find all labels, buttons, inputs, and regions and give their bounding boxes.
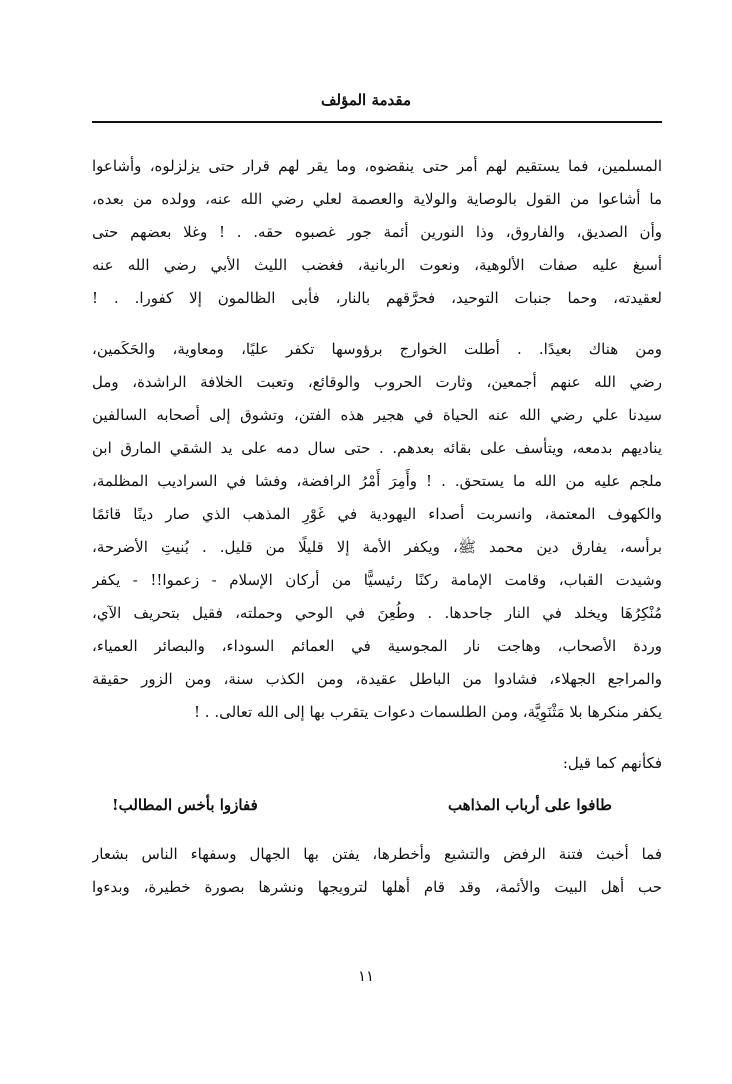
text-line: رضي الله عنهم أجمعين، وثارت الحروب والوقائع، وتعبت الخلافة الراشدة، ومل — [92, 373, 662, 391]
text-line: والكهوف المعتمة، وانسربت أصداء اليهودية في غَوْرِ المذهب الذي صار دينًا قائمًا — [92, 505, 662, 523]
paragraph-2 — [92, 333, 662, 729]
text-line: ومن هناك بعيدًا. . أطلت الخوارج برؤوسها تكفر عليًا، ومعاوية، والحَكَمين، — [92, 340, 662, 358]
header-rule — [92, 121, 662, 123]
text-line: وأن الصديق، والفاروق، وذا النورين أئمة جور غصبوه حقه. . ! وغلا بعضهم حتى — [92, 223, 662, 241]
text-line: حب أهل البيت والأئمة، وقد قام أهلها لترويجها ونشرها بصورة خطيرة، وبدءوا — [92, 878, 662, 896]
verse-first-hemistich: طافوا على أرباب المذاهب — [447, 796, 612, 814]
text-line: مُنْكِرُهَا ويخلد في النار جاحدها. . وطُعِنَ في الوحي وحملته، فقيل بتحريف الآي، — [92, 604, 662, 622]
text-line: وشيدت القباب، وقامت الإمامة ركنًا رئيسيًّا من أركان الإسلام - زعموا!! - يكفر — [92, 571, 662, 589]
page-header-title: مقدمة المؤلف — [320, 91, 412, 109]
poetry-verse — [92, 788, 662, 822]
text-line: ملجم عليه من الله ما يستحق. . ! وأَمِرَ أَمْرُ الرافضة، وفشا في السراديب المظلمة، — [92, 472, 662, 490]
page-number: ١١ — [357, 967, 375, 985]
paragraph-3 — [92, 838, 662, 904]
text-line: يناديهم بدمعه، ويتأسف على بقائه بعدهم. . حتى سال دمه على يد الشقي المارق ابن — [92, 439, 662, 457]
text-line: فما أخبث فتنة الرفض والتشيع وأخطرها، يفتن بها الجهال وسفهاء الناس بشعار — [92, 845, 662, 863]
text-line: يكفر منكرها بلا مَثْنَوِيَّة، ومن الطلسمات دعوات يتقرب بها إلى الله تعالى. . ! — [194, 703, 662, 721]
paragraph-1 — [92, 150, 662, 315]
text-line: سيدنا علي رضي الله عنه الحياة في هجير هذه الفتن، وتشوق إلى أصحابه السالفين — [92, 406, 662, 424]
verse-intro — [92, 747, 662, 780]
text-line: المسلمين، فما يستقيم لهم أمر حتى ينقضوه، وما يقر لهم قرار حتى يزلزلوه، وأشاعوا — [92, 157, 662, 175]
verse-second-hemistich: ففازوا بأخس المطالب! — [112, 796, 258, 814]
text-line: وردة الأصحاب، وهاجت نار المجوسية في العمائم السوداء، والبصائر العمياء، — [92, 637, 662, 655]
page-body — [92, 150, 662, 904]
text-line: ما أشاعوا من القول بالوصاية والولاية والعصمة لعلي رضي الله عنه، وولده من بعده، — [92, 190, 662, 208]
text-line: أسبغ عليه صفات الألوهية، ونعوت الربانية، فغضب الليث الأبي رضي الله عنه — [92, 256, 662, 274]
text-line: فكأنهم كما قيل: — [562, 754, 662, 772]
text-line: والمراجع الجهلاء، فشادوا من الباطل عقيدة، ومن الكذب سنة، ومن الزور حقيقة — [92, 670, 662, 688]
text-line: برأسه، يفارق دين محمد ﷺ، ويكفر الأمة إلا قليلًا من قليل. . بُنيتِ الأضرحة، — [92, 538, 662, 556]
text-line: لعقيدته، وحما جنبات التوحيد، فحرَّقهم بالنار، فأبى الظالمون إلا كفورا. . ! — [92, 289, 662, 307]
